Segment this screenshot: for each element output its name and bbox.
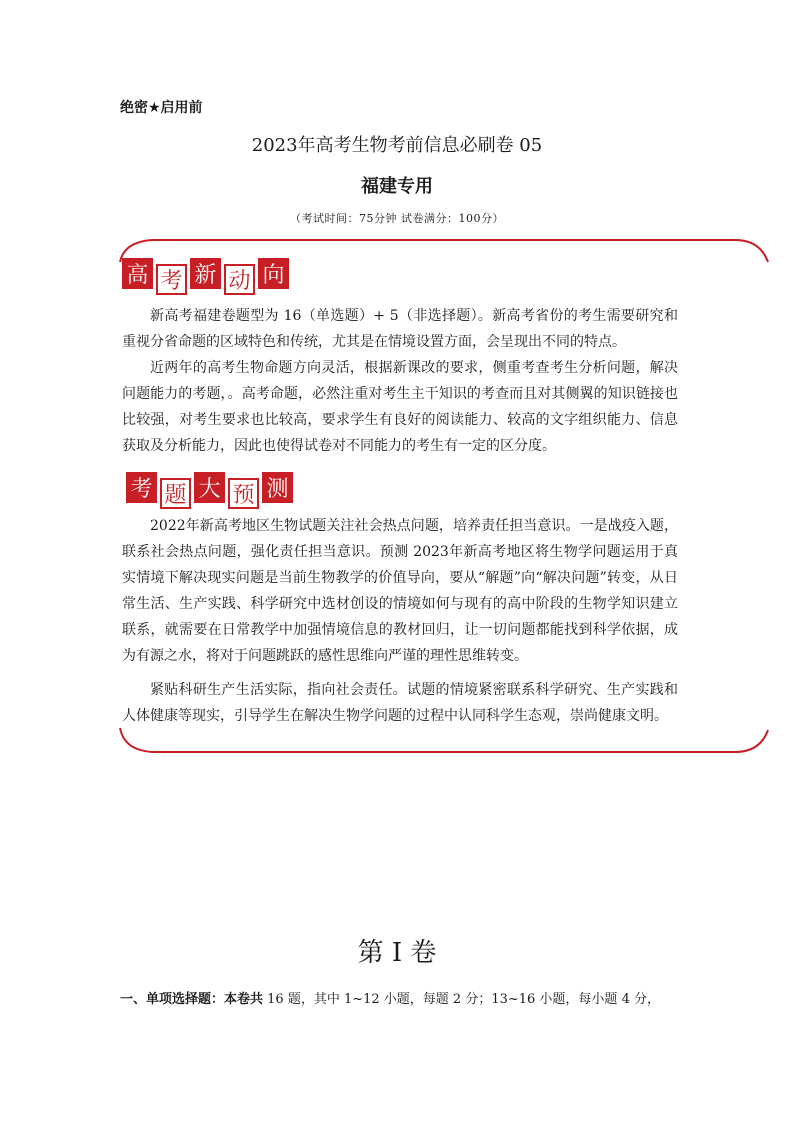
paragraph-forecast-1: 2022年新高考地区生物试题关注社会热点问题，培养责任担当意识。一是战疫入题，联系社会热点问题，强化责任担当意识。预测 2023年新高考地区将生物学问题运用于真实情境下解决现实问题是当前生物教学的价值导向，要从“解题”向“解决问题”转变，从日常生活、生产实践、科学研究中选材创设的情境如何与现有的高中阶段的生物学知识建立联系，就需要在日常教学中加强情境信息的教材回归，让一切问题都能找到科学依据，成为有源之水，将对于问题跳跃的感性思维向严谨的理性思维转变。 bbox=[122, 518, 678, 664]
banner-char: 测 bbox=[262, 472, 293, 503]
banner-char: 大 bbox=[194, 472, 225, 503]
exam-subtitle: 福建专用 bbox=[361, 176, 433, 197]
paragraph-forecast-2: 紧贴科研生产生活实际，指向社会责任。试题的情境紧密联系科学研究、生产实践和人体健康等现实，引导学生在解决生物学问题的过程中认同科学生态观，崇尚健康文明。 bbox=[122, 682, 678, 724]
instruction-rest: 16 题，其中 1~12 小题，每题 2 分；13~16 小题，每小题 4 分， bbox=[263, 992, 660, 1007]
exam-title: 2023年高考生物考前信息必刷卷 05 bbox=[251, 135, 543, 156]
banner-exam-forecast bbox=[126, 472, 293, 509]
section-instruction bbox=[120, 988, 660, 1007]
exam-info: （考试时间：75分钟 试卷满分：100分） bbox=[290, 212, 504, 225]
section-title: 第 I 卷 bbox=[357, 938, 437, 968]
banner-exam-trends bbox=[122, 258, 289, 295]
banner-char: 向 bbox=[258, 258, 289, 289]
banner-char: 考 bbox=[126, 472, 157, 503]
banner-char: 考 bbox=[156, 264, 187, 295]
banner-char: 动 bbox=[224, 264, 255, 295]
confidential-label: 绝密★启用前 bbox=[120, 100, 203, 116]
banner-char: 高 bbox=[122, 258, 153, 289]
paragraph-trend-2: 近两年的高考生物命题方向灵活，根据新课改的要求，侧重考查考生分析问题，解决问题能力的考题，。高考命题，必然注重对考生主干知识的考查而且对其侧翼的知识链接也比较强，对考生要求也比较高，要求学生有良好的阅读能力、较高的文字组织能力、信息获取及分析能力，因此也使得试卷对不同能力的考生有一定的区分度。 bbox=[122, 360, 678, 454]
banner-char: 题 bbox=[160, 478, 191, 509]
instruction-lead: 一、单项选择题：本卷共 bbox=[120, 992, 264, 1007]
banner-char: 预 bbox=[228, 478, 259, 509]
banner-char: 新 bbox=[190, 258, 221, 289]
paragraph-trend-1: 新高考福建卷题型为 16（单选题）+ 5（非选择题）。新高考省份的考生需要研究和重视分省命题的区域特色和传统，尤其是在情境设置方面，会呈现出不同的特点。 bbox=[122, 308, 678, 350]
